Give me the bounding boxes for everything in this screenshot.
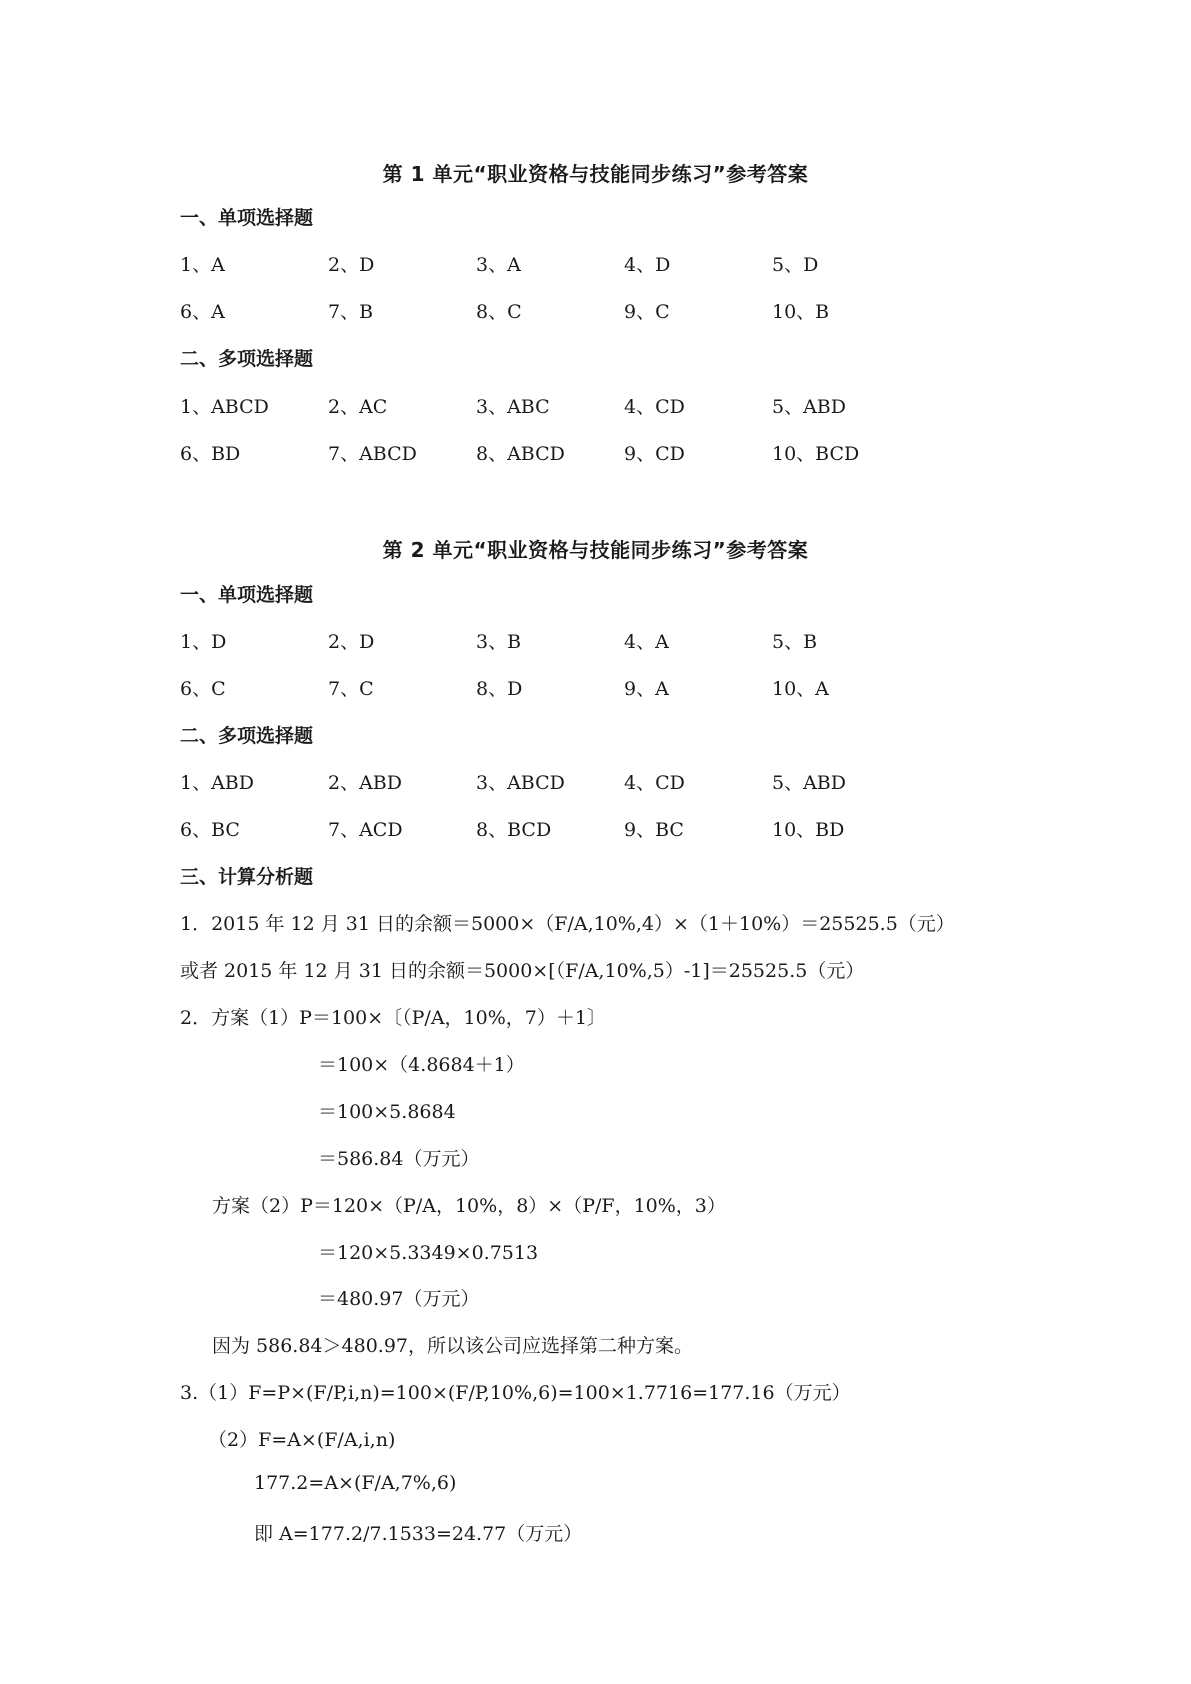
answer-item: 10、A [772, 678, 829, 700]
answer-item: 7、C [328, 678, 374, 700]
calc-line: 方案（2）P＝120×（P/A，10%，8）×（P/F，10%，3） [212, 1195, 726, 1217]
unit1-single-heading: 一、单项选择题 [180, 207, 314, 229]
calc-line: 2．方案（1）P＝100×〔（P/A，10%，7）＋1〕 [180, 1007, 606, 1029]
calc-line: 1．2015 年 12 月 31 日的余额＝5000×（F/A,10%,4）×（1＋10%）＝25525.5（元） [180, 913, 955, 935]
answer-item: 4、A [624, 631, 669, 653]
answer-item: 6、BD [180, 443, 241, 465]
answer-row [180, 627, 980, 653]
calc-line: ＝120×5.3349×0.7513 [318, 1242, 539, 1264]
answer-item: 10、B [772, 301, 830, 323]
answer-item: 4、D [624, 254, 671, 276]
answer-item: 7、ABCD [328, 443, 417, 465]
calc-line: ＝586.84（万元） [318, 1148, 480, 1170]
answer-item: 2、D [328, 631, 375, 653]
answer-row [180, 250, 980, 276]
calc-line: 177.2=A×(F/A,7%,6) [254, 1472, 457, 1494]
answer-item: 2、ABD [328, 772, 403, 794]
answer-item: 8、BCD [476, 819, 552, 841]
answer-item: 9、C [624, 301, 670, 323]
answer-item: 8、ABCD [476, 443, 565, 465]
answer-item: 6、A [180, 301, 225, 323]
answer-item: 5、ABD [772, 396, 847, 418]
answer-item: 8、C [476, 301, 522, 323]
calc-line: 因为 586.84＞480.97，所以该公司应选择第二种方案。 [212, 1335, 694, 1357]
answer-item: 10、BD [772, 819, 845, 841]
answer-item: 5、D [772, 254, 819, 276]
answer-item: 5、B [772, 631, 818, 653]
unit2-calc-heading: 三、计算分析题 [180, 866, 314, 888]
answer-row [180, 815, 980, 841]
answer-row [180, 297, 980, 323]
answer-item: 1、D [180, 631, 227, 653]
answer-item: 1、A [180, 254, 225, 276]
calc-line: 即 A=177.2/7.1533=24.77（万元） [254, 1523, 583, 1545]
calc-line: （2）F=A×(F/A,i,n) [208, 1429, 396, 1451]
answer-row [180, 674, 980, 700]
answer-item: 4、CD [624, 772, 685, 794]
calc-line: 3.（1）F=P×(F/P,i,n)=100×(F/P,10%,6)=100×1.7716=177.16（万元） [180, 1382, 851, 1404]
unit2-title: 第 2 单元“职业资格与技能同步练习”参考答案 [382, 538, 809, 562]
calc-line: 或者 2015 年 12 月 31 日的余额＝5000×[（F/A,10%,5）-1]＝25525.5（元） [180, 960, 865, 982]
answer-item: 5、ABD [772, 772, 847, 794]
calc-line: ＝480.97（万元） [318, 1288, 480, 1310]
answer-item: 6、C [180, 678, 226, 700]
answer-item: 8、D [476, 678, 523, 700]
answer-item: 1、ABCD [180, 396, 269, 418]
answer-item: 2、D [328, 254, 375, 276]
unit1-title: 第 1 单元“职业资格与技能同步练习”参考答案 [382, 162, 809, 186]
unit1-multiple-heading: 二、多项选择题 [180, 348, 314, 370]
answer-item: 4、CD [624, 396, 685, 418]
answer-item: 9、CD [624, 443, 685, 465]
answer-item: 3、ABCD [476, 772, 565, 794]
calc-line: ＝100×（4.8684＋1） [318, 1054, 525, 1076]
unit2-multiple-heading: 二、多项选择题 [180, 725, 314, 747]
answer-row [180, 768, 980, 794]
answer-item: 10、BCD [772, 443, 860, 465]
answer-item: 3、ABC [476, 396, 550, 418]
answer-item: 6、BC [180, 819, 240, 841]
answer-item: 7、B [328, 301, 374, 323]
answer-item: 2、AC [328, 396, 388, 418]
answer-item: 9、A [624, 678, 669, 700]
answer-row [180, 439, 980, 465]
answer-item: 7、ACD [328, 819, 403, 841]
answer-item: 1、ABD [180, 772, 255, 794]
answer-item: 9、BC [624, 819, 684, 841]
calc-line: ＝100×5.8684 [318, 1101, 456, 1123]
answer-row [180, 392, 980, 418]
unit2-single-heading: 一、单项选择题 [180, 584, 314, 606]
answer-item: 3、B [476, 631, 522, 653]
answer-item: 3、A [476, 254, 521, 276]
